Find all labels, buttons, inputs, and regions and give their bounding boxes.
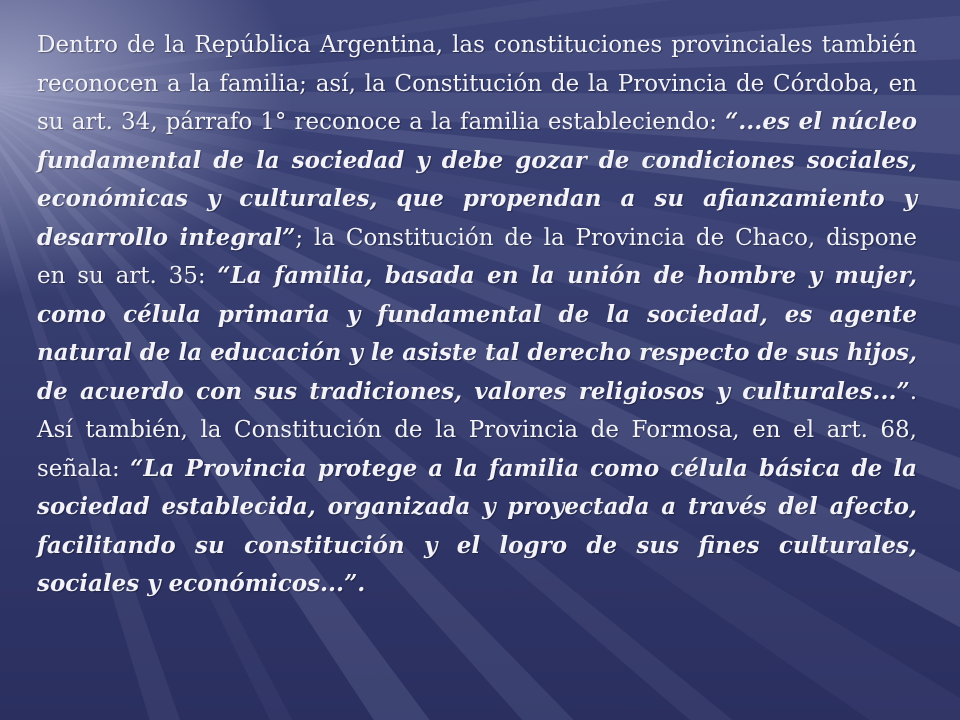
text-formosa-intro: . Así también, la Constitución de la Provincia de Formosa, en el art. 68, señala: [37,378,917,482]
quote-cordoba: “...es el núcleo fundamental de la sociedad y debe gozar de condiciones sociales, económicas y culturales, que propendan a su afianzamiento y desarrollo integral” [37,108,917,251]
closing-period: . [357,570,366,597]
text-chaco-intro: ; la Constitución de la Provincia de Chaco, dispone en su art. 35: [37,224,917,289]
quote-chaco: “La familia, basada en la unión de hombre y mujer, como célula primaria y fundamental de la sociedad, es agente natural de la educación y le asiste tal derecho respecto de sus hijos, de acuerdo con sus tradiciones, valores religiosos y culturales...” [37,262,918,405]
quote-formosa: “La Provincia protege a la familia como célula básica de la sociedad establecida, organizada y proyectada a través del afecto, facilitando su constitución y el logro de sus fines culturales, sociales y económicos...” [37,454,917,597]
body-paragraph [37,26,917,604]
text-intro: Dentro de la República Argentina, las constituciones provinciales también reconocen a la familia; así, la Constitución de la Provincia de Córdoba, en su art. 34, párrafo 1° reconoce a la familia estableciendo: [37,32,917,135]
